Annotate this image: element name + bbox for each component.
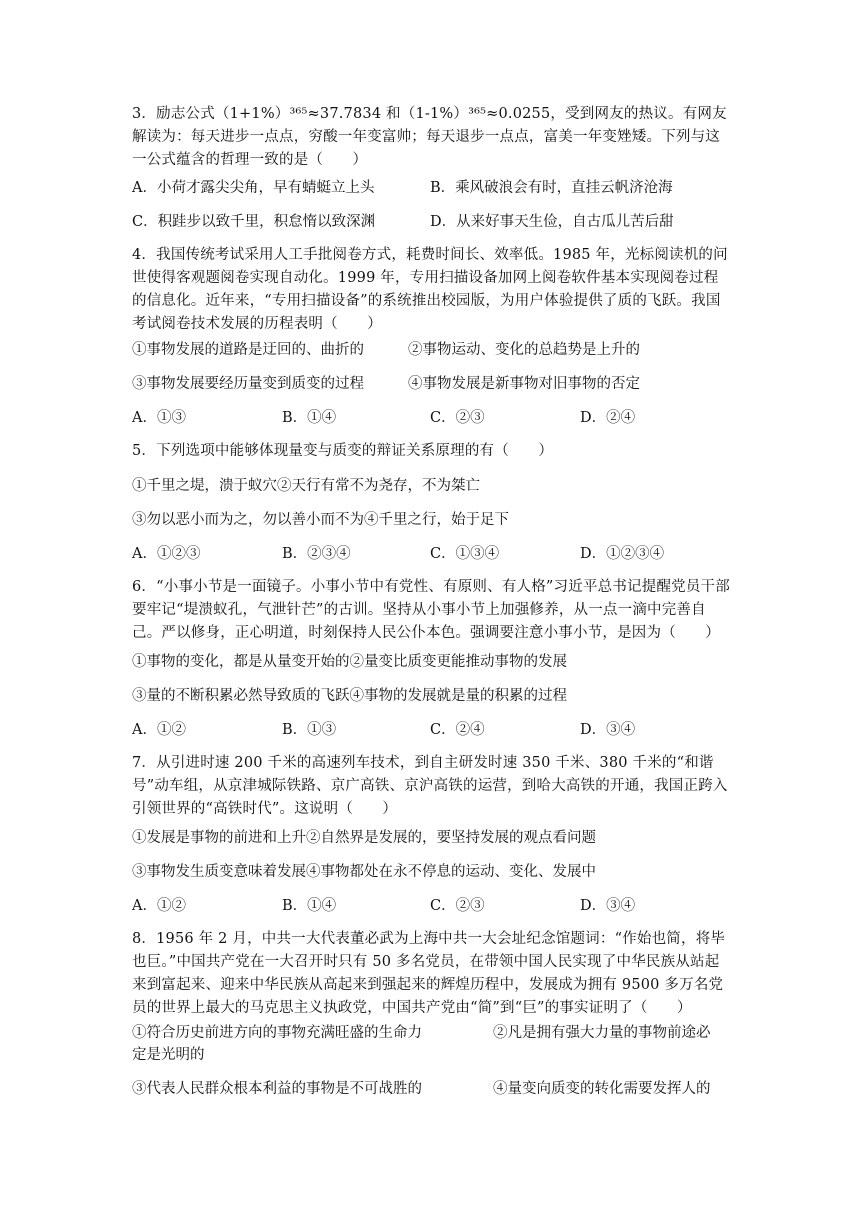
question-5-items-3-4: ③勿以恶小而为之，勿以善小而不为④千里之行，始于足下: [132, 512, 509, 528]
question-4-stem: 4．我国传统考试采用人工手批阅卷方式，耗费时间长、效率低。1985 年，光标阅读机的问世使得客观题阅卷实现自动化。1999 年，专用扫描设备加网上阅卷软件基本实现阅卷过程的信息化。近年来，“专用扫描设备”的系统推出校园版，为用户体验提供了质的飞跃。我国考试阅卷技术发展的历程表明（ ）: [132, 247, 728, 332]
question-8-items-row-1: [132, 1022, 732, 1068]
question-7-items-3-4: ③事物发生质变意味着发展④事物都处在永不停息的运动、变化、发展中: [132, 864, 596, 880]
question-3-options-row-2: [132, 211, 732, 233]
question-5-option-c: C．①③④: [430, 546, 500, 562]
question-7-option-c: C．②③: [430, 898, 485, 914]
question-7-option-b: B．①④: [282, 898, 337, 914]
question-5-options: [132, 543, 732, 565]
question-5-option-d: D．①②③④: [580, 546, 665, 562]
question-4-option-c: C．②③: [430, 410, 485, 426]
question-7-items-line-1: [132, 827, 732, 849]
question-3-option-a: A．小荷才露尖尖角，早有蜻蜓立上头: [132, 180, 375, 196]
question-6-items-line-1: [132, 651, 732, 673]
question-6-option-b: B．①③: [282, 722, 337, 738]
question-6-options: [132, 719, 732, 741]
question-7-items-1-2: ①发展是事物的前进和上升②自然界是发展的，要坚持发展的观点看问题: [132, 830, 596, 846]
question-8-item-4: ④量变向质变的转化需要发挥人的: [493, 1081, 711, 1097]
question-4-item-3: ③事物发展要经历量变到质变的过程: [132, 376, 364, 392]
question-5-items-line-2: [132, 509, 732, 531]
question-6-items-line-2: [132, 685, 732, 707]
question-4-items-row-2: [132, 373, 732, 395]
question-6-option-c: C．②④: [430, 722, 485, 738]
question-8-item-1: ①符合历史前进方向的事物充满旺盛的生命力定是光明的: [132, 1025, 422, 1063]
question-4-item-1: ①事物发展的道路是迂回的、曲折的: [132, 342, 364, 358]
question-6-option-a: A．①②: [132, 722, 186, 738]
question-3-stem: 3．励志公式（1+1%）³⁶⁵≈37.7834 和（1-1%）³⁶⁵≈0.0255，受到网友的热议。有网友解读为：每天进步一点点，穷酸一年变富帅；每天退步一点点，富美一年变矬矮。下列与这一公式蕴含的哲理一致的是（ ）: [132, 106, 727, 168]
question-3-options-row-1: [132, 177, 732, 199]
question-4-item-4: ④事物发展是新事物对旧事物的否定: [408, 376, 640, 392]
question-7-items-line-2: [132, 861, 732, 883]
question-4-option-a: A．①③: [132, 410, 186, 426]
question-8-stem: 8．1956 年 2 月，中共一大代表董必武为上海中共一大会址纪念馆题词：“作始也简，将毕也巨。”中国共产党在一大召开时只有 50 多名党员，在带领中国人民实现了中华民族从站起来到富起来、迎来中华民族从高起来到强起来的辉煌历程中，发展成为拥有 9500 多万名党员的世界上最大的马克思主义执政党，中国共产党由“简”到“巨”的事实证明了（ ）: [132, 931, 726, 1016]
question-4-options: [132, 407, 732, 429]
question-8-item-2: ②凡是拥有强大力量的事物前途必: [493, 1025, 711, 1041]
question-7-stem: 7．从引进时速 200 千米的高速列车技术，到自主研发时速 350 千米、380 千米的“和谐号”动车组，从京津城际铁路、京广高铁、京沪高铁的运营，到哈大高铁的开通，我国正跨入引领世界的“高铁时代”。这说明（ ）: [132, 755, 728, 817]
question-4-items-row-1: [132, 339, 732, 361]
question-6-option-d: D．③④: [580, 722, 636, 738]
question-3-option-c: C．积跬步以致千里，积怠惰以致深渊: [132, 214, 376, 230]
question-7-option-d: D．③④: [580, 898, 636, 914]
question-6-items-1-2: ①事物的变化，都是从量变开始的②量变比质变更能推动事物的发展: [132, 654, 567, 670]
question-7-option-a: A．①②: [132, 898, 186, 914]
question-5-option-a: A．①②③: [132, 546, 201, 562]
question-5-items-line-1: [132, 475, 732, 497]
question-3-option-b: B．乘风破浪会有时，直挂云帆济沧海: [430, 180, 673, 196]
question-8-item-3: ③代表人民群众根本利益的事物是不可战胜的: [132, 1081, 422, 1097]
question-5-stem: 5．下列选项中能够体现量变与质变的辩证关系原理的有（ ）: [132, 443, 554, 459]
question-4-option-d: D．②④: [580, 410, 636, 426]
question-5-option-b: B．②③④: [282, 546, 351, 562]
question-4-item-2: ②事物运动、变化的总趋势是上升的: [408, 342, 640, 358]
question-3-option-d: D．从来好事天生俭，自古瓜儿苦后甜: [430, 214, 674, 230]
question-6-items-3-4: ③量的不断积累必然导致质的飞跃④事物的发展就是量的积累的过程: [132, 688, 567, 704]
question-5-items-1-2: ①千里之堤，溃于蚁穴②天行有常不为尧存，不为桀亡: [132, 478, 480, 494]
question-6-stem: 6．“小事小节是一面镜子。小事小节中有党性、有原则、有人格”习近平总书记提醒党员干部要牢记“堤溃蚁孔，气泄针芒”的古训。坚持从小事小节上加强修养，从一点一滴中完善自己。严以修身，正心明道，时刻保持人民公仆本色。强调要注意小事小节，是因为（ ）: [132, 579, 730, 641]
question-7-options: [132, 895, 732, 917]
question-4-option-b: B．①④: [282, 410, 337, 426]
question-8-items-row-2: [132, 1078, 732, 1100]
